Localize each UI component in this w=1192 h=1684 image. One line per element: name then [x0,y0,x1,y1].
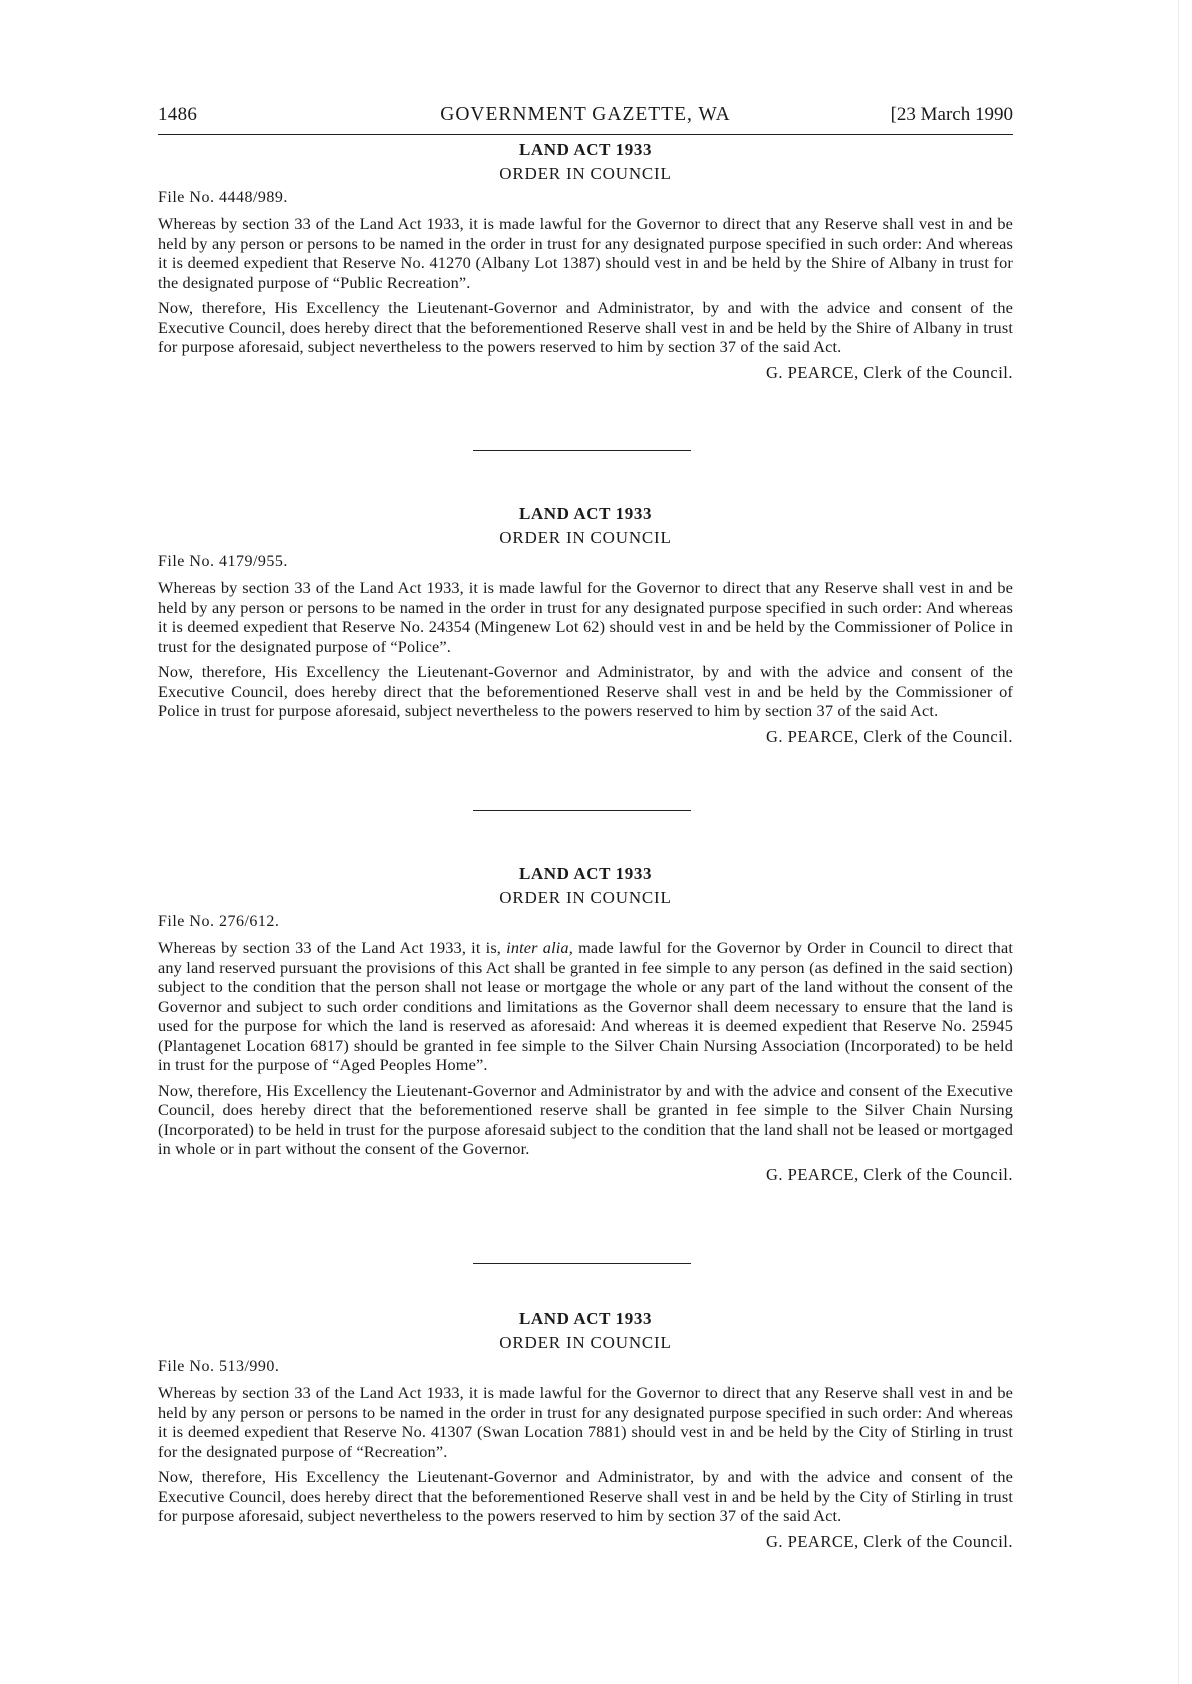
page-number: 1486 [158,104,198,125]
separator-rule [473,450,691,451]
separator-rule [473,810,691,811]
order-paragraph: Now, therefore, His Excellency the Lieutenant-Governor and Administrator, by and with the advice and consent of the Executive Council, does hereby direct that the beforementioned Reserve shall vest in and be held by the City of Stirling in trust for purpose aforesaid, subject nevertheless to the powers reserved to him by section 37 of the said Act. [158,1467,1013,1525]
recital-text-start: Whereas by section 33 of the Land Act 1933, it is, [158,938,507,957]
recital-paragraph: Whereas by section 33 of the Land Act 1933, it is made lawful for the Governor to direct that any Reserve shall vest in and be held by any person or persons to be named in the order in trust for any designated purpose specified in such order: And whereas it is deemed expedient that Reserve No. 24354 (Mingenew Lot 62) should vest in and be held by the Commissioner of Police in trust for the designated purpose of “Police”. [158,578,1013,656]
notice-subheading: ORDER IN COUNCIL [499,528,672,547]
notice-subheading: ORDER IN COUNCIL [499,888,672,907]
notice-subheading: ORDER IN COUNCIL [499,164,672,183]
recital-paragraph [158,938,1013,1075]
signature: G. PEARCE, Clerk of the Council. [766,362,1013,382]
notice-subheading: ORDER IN COUNCIL [499,1333,672,1352]
notice-2 [158,503,1013,747]
page-header [158,104,1013,135]
issue-date: [23 March 1990 [890,104,1013,125]
recital-text-end: made lawful for the Governor by Order in Council to direct that any land reserved pursuant the provisions of this Act shall be granted in fee simple to any person (as defined in the said section) subject to the condition that the person shall not lease or mortgage the whole or any part of the land without the consent of the Governor and subject to such order conditions and limitations as the Governor shall deem necessary to ensure that the land is used for the purpose for which the land is reserved as aforesaid: And whereas it is deemed expedient that Reserve No. 25945 (Plantagenet Location 6817) should be granted in fee simple to the Silver Chain Nursing Association (Incorporated) to be held in trust for the purpose of “Aged Peoples Home”. [158,938,1013,1074]
recital-paragraph: Whereas by section 33 of the Land Act 1933, it is made lawful for the Governor to direct that any Reserve shall vest in and be held by any person or persons to be named in the order in trust for any designated purpose specified in such order: And whereas it is deemed expedient that Reserve No. 41270 (Albany Lot 1387) should vest in and be held by the Shire of Albany in trust for the designated purpose of “Public Recreation”. [158,214,1013,292]
notice-4 [158,1308,1013,1552]
file-number: File No. 4448/989. [158,189,288,206]
gazette-title: GOVERNMENT GAZETTE, WA [440,104,731,125]
order-paragraph: Now, therefore, His Excellency the Lieutenant-Governor and Administrator by and with the advice and consent of the Executive Council, does hereby direct that the beforementioned reserve shall be granted in fee simple to the Silver Chain Nursing (Incorporated) to be held in trust for the purpose aforesaid subject to the condition that the land shall not be leased or mortgaged in whole or in part without the consent of the Governor. [158,1080,1013,1158]
notice-heading: LAND ACT 1933 [518,1309,653,1328]
file-number: File No. 276/612. [158,913,280,930]
notice-heading: LAND ACT 1933 [518,140,653,159]
order-paragraph: Now, therefore, His Excellency the Lieutenant-Governor and Administrator, by and with the advice and consent of the Executive Council, does hereby direct that the beforementioned Reserve shall vest in and be held by the Shire of Albany in trust for purpose aforesaid, subject nevertheless to the powers reserved to him by section 37 of the said Act. [158,298,1013,356]
signature: G. PEARCE, Clerk of the Council. [766,1531,1013,1551]
notice-heading: LAND ACT 1933 [518,864,653,883]
scan-edge-line [1178,0,1179,1684]
notice-3 [158,863,1013,1185]
file-number: File No. 513/990. [158,1358,280,1375]
separator-rule [473,1263,691,1264]
signature: G. PEARCE, Clerk of the Council. [766,1164,1013,1184]
file-number: File No. 4179/955. [158,553,288,570]
order-paragraph: Now, therefore, His Excellency the Lieutenant-Governor and Administrator, by and with the advice and consent of the Executive Council, does hereby direct that the beforementioned Reserve shall vest in and be held by the Commissioner of Police in trust for purpose aforesaid, subject nevertheless to the powers reserved to him by section 37 of the said Act. [158,662,1013,720]
notice-1 [158,139,1013,383]
notice-heading: LAND ACT 1933 [518,504,653,523]
recital-italic-phrase: inter alia, [506,938,573,957]
signature: G. PEARCE, Clerk of the Council. [766,726,1013,746]
recital-paragraph: Whereas by section 33 of the Land Act 1933, it is made lawful for the Governor to direct that any Reserve shall vest in and be held by any person or persons to be named in the order in trust for any designated purpose specified in such order: And whereas it is deemed expedient that Reserve No. 41307 (Swan Location 7881) should vest in and be held by the City of Stirling in trust for the designated purpose of “Recreation”. [158,1383,1013,1461]
